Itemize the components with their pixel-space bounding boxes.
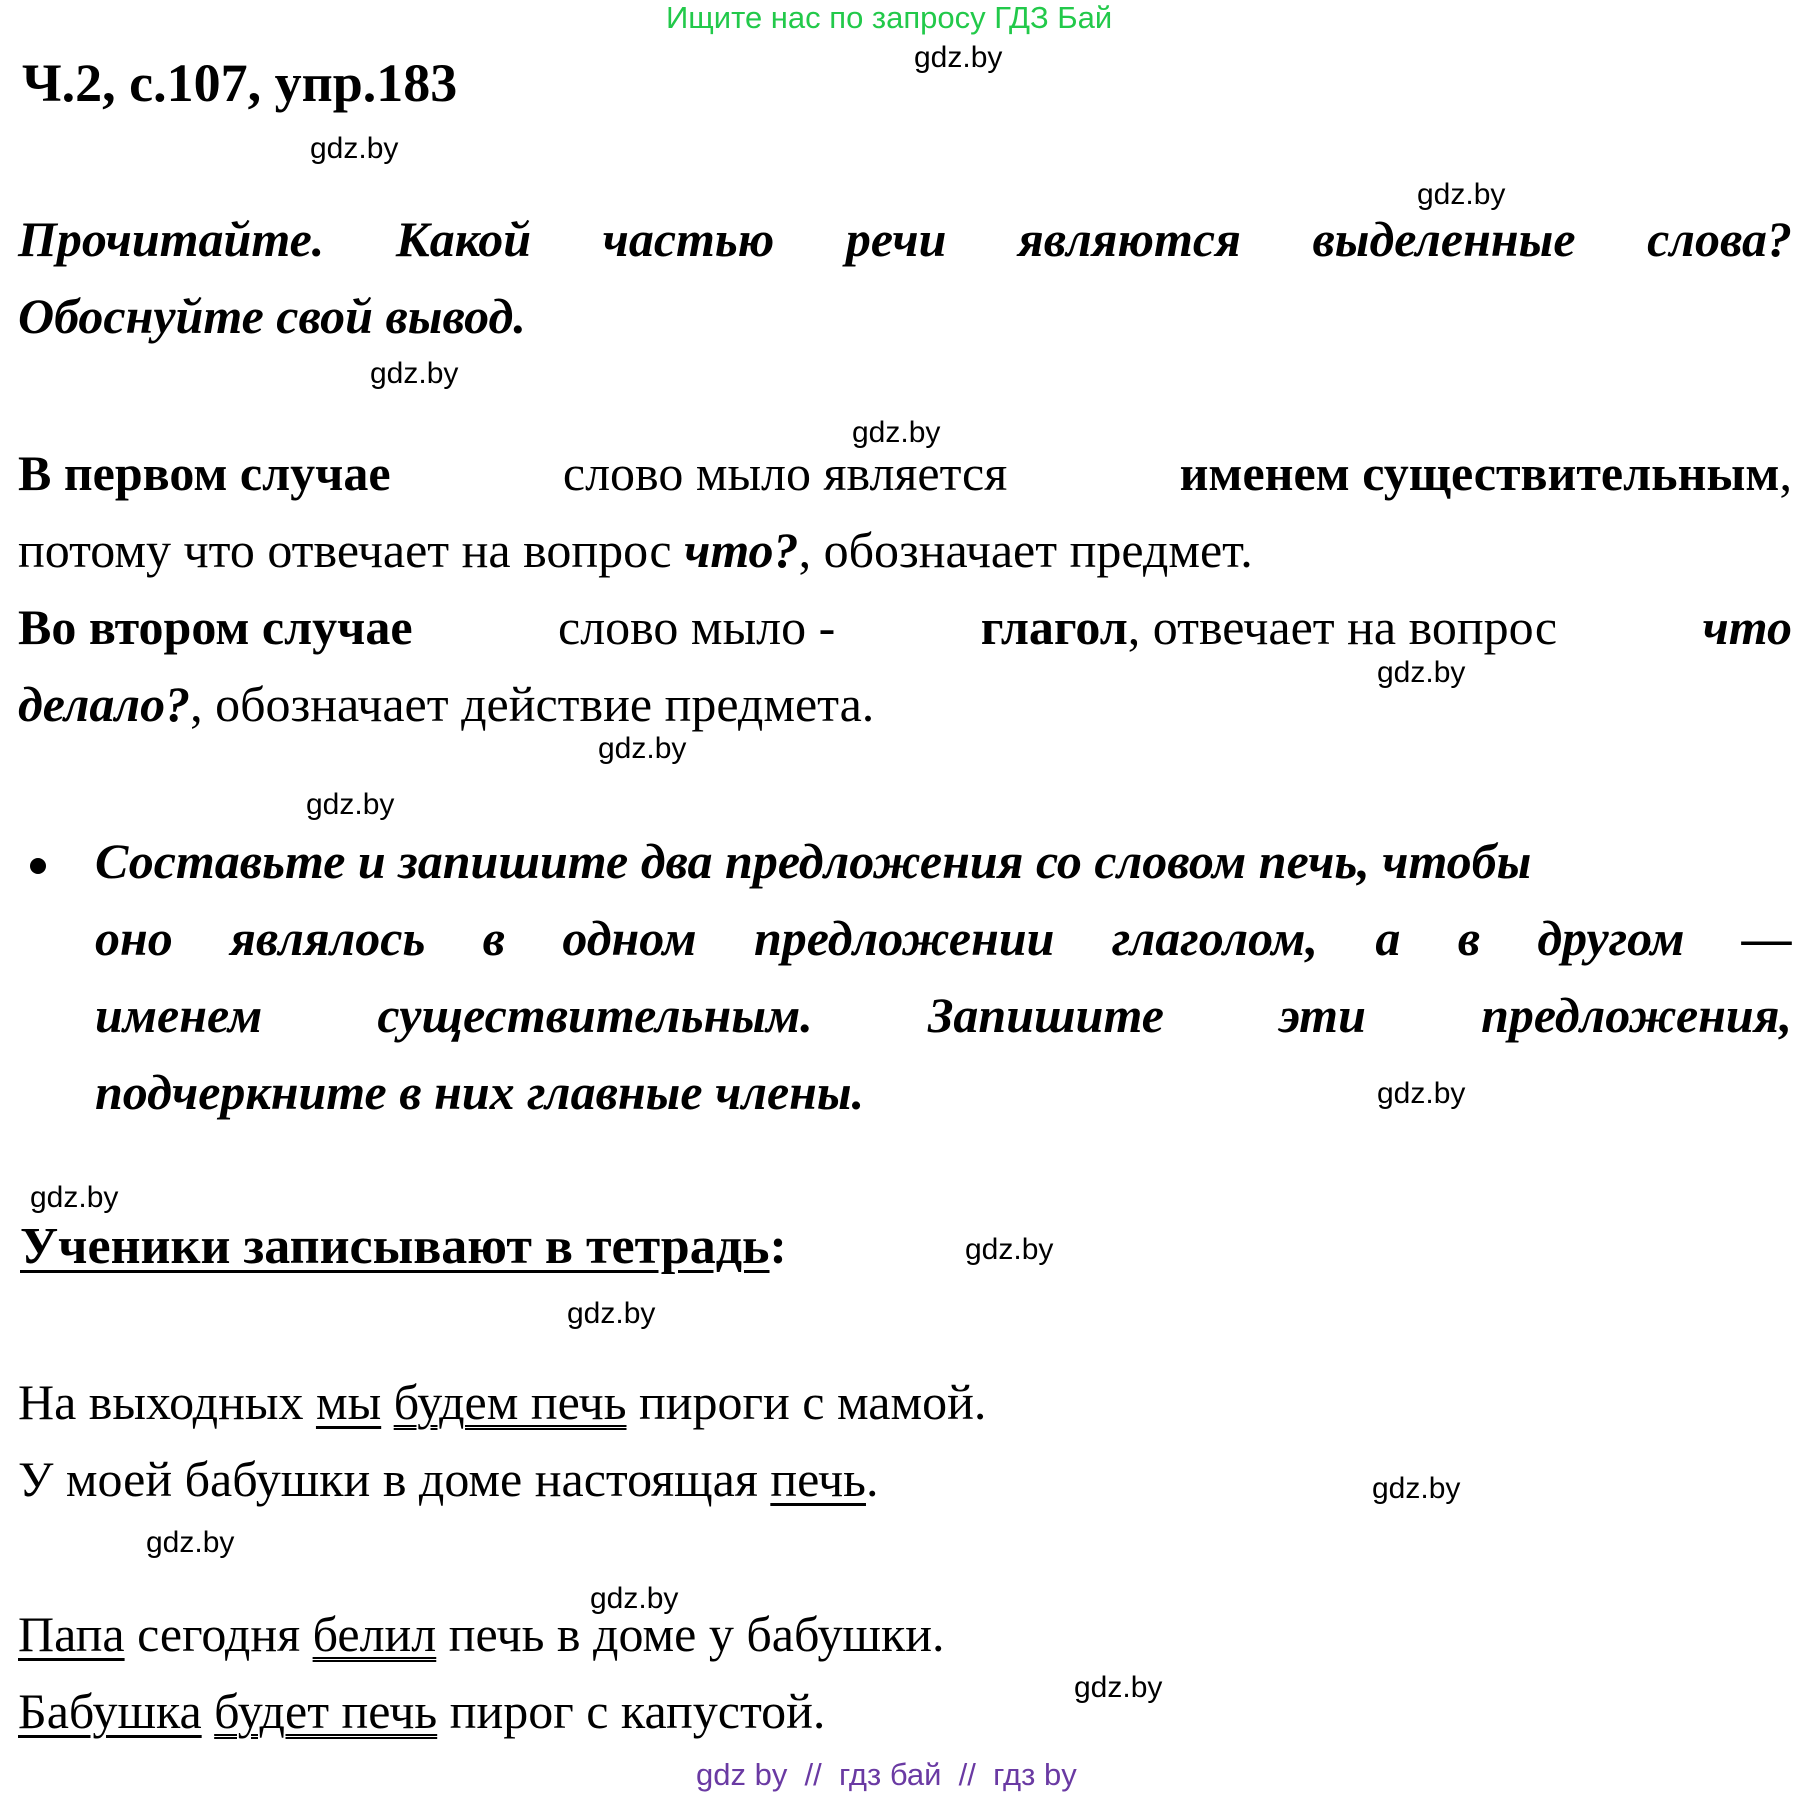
watermark: gdz.by xyxy=(1377,1077,1466,1110)
answer-text: слово мыло является xyxy=(562,445,1008,501)
answer-text: слово мыло - xyxy=(558,599,836,655)
answer-text-group xyxy=(1180,444,1792,502)
task-word: существительным. xyxy=(377,987,813,1043)
task-word: предложении xyxy=(753,910,1055,966)
subject-underlined: Бабушка xyxy=(18,1683,202,1739)
sentence-text: У моей бабушки в доме настоящая xyxy=(18,1451,771,1507)
task-2-line-3 xyxy=(95,986,1792,1044)
watermark: gdz.by xyxy=(310,132,399,165)
watermark: gdz.by xyxy=(30,1181,119,1214)
task-word: другом xyxy=(1537,910,1685,966)
answer-question: делало? xyxy=(18,676,191,732)
watermark: gdz.by xyxy=(306,788,395,821)
watermark: gdz.by xyxy=(370,357,459,390)
watermark: gdz.by xyxy=(914,41,1003,74)
task-word: являются xyxy=(1018,211,1241,267)
sentence-text: сегодня xyxy=(124,1606,313,1662)
task-word: слова? xyxy=(1647,211,1792,267)
task-word: выделенные xyxy=(1312,211,1576,267)
answer-line-1 xyxy=(18,444,1792,502)
task-word: в xyxy=(482,910,506,966)
task-word: в xyxy=(1457,910,1481,966)
answer-question: что? xyxy=(684,522,799,578)
notebook-heading-colon: : xyxy=(769,1218,787,1275)
task-word: Запишите xyxy=(927,987,1164,1043)
task-word: глаголом, xyxy=(1111,910,1318,966)
watermark: gdz.by xyxy=(965,1233,1054,1266)
answer-emphasis: глагол xyxy=(980,599,1128,655)
sentence-text xyxy=(202,1683,215,1739)
sentence-3 xyxy=(18,1605,945,1663)
answer-text: , отвечает на вопрос xyxy=(1127,599,1558,655)
task-2-line-4: подчеркните в них главные члены. xyxy=(95,1064,865,1120)
task-word: оно xyxy=(95,910,173,966)
task-word: Какой xyxy=(395,211,532,267)
task-word: Прочитайте. xyxy=(18,211,325,267)
notebook-heading xyxy=(20,1217,787,1276)
notebook-heading-text: Ученики записывают в тетрадь xyxy=(20,1218,770,1275)
task-word: предложения, xyxy=(1481,987,1792,1043)
sentence-text xyxy=(381,1374,394,1430)
watermark: gdz.by xyxy=(590,1582,679,1615)
watermark: gdz.by xyxy=(1377,656,1466,689)
task-word: частью xyxy=(602,211,775,267)
sentence-text: печь в доме у бабушки. xyxy=(436,1606,945,1662)
predicate-underlined: будем печь xyxy=(393,1374,627,1430)
task-1-line-2: Обоснуйте свой вывод. xyxy=(18,288,526,344)
task-word: являлось xyxy=(230,910,426,966)
footer-links: gdz by // гдз бай // гдз by xyxy=(696,1757,1077,1792)
predicate-underlined: белил xyxy=(312,1606,437,1662)
answer-text-group xyxy=(981,598,1557,656)
watermark: gdz.by xyxy=(1417,178,1506,211)
watermark: gdz.by xyxy=(567,1297,656,1330)
task-word: одном xyxy=(562,910,697,966)
watermark: gdz.by xyxy=(146,1526,235,1559)
watermark: gdz.by xyxy=(1372,1472,1461,1505)
answer-emphasis: именем существительным xyxy=(1179,445,1780,501)
sentence-1 xyxy=(18,1373,986,1431)
answer-emphasis: В первом случае xyxy=(18,445,391,501)
answer-emphasis: Во втором случае xyxy=(18,599,413,655)
task-1-line-1 xyxy=(18,210,1792,268)
predicate-underlined: будет печь xyxy=(214,1683,438,1739)
watermark: gdz.by xyxy=(1074,1671,1163,1704)
answer-line-2 xyxy=(18,521,1253,579)
answer-text: , обозначает предмет. xyxy=(798,522,1253,578)
sentence-text: пироги с мамой. xyxy=(626,1374,987,1430)
answer-text: , xyxy=(1779,445,1792,501)
sentence-text: . xyxy=(865,1451,879,1507)
task-word: — xyxy=(1741,910,1792,966)
sentence-4 xyxy=(18,1682,825,1740)
page-title: Ч.2, с.107, упр.183 xyxy=(22,53,458,113)
subject-underlined: Папа xyxy=(18,1606,125,1662)
watermark: gdz.by xyxy=(598,732,687,765)
sentence-2 xyxy=(18,1450,878,1508)
task-2-line-1: Составьте и запишите два предложения со словом печь, чтобы xyxy=(95,833,1532,889)
task-word: именем xyxy=(95,987,263,1043)
bullet-icon xyxy=(30,858,46,874)
top-banner: Ищите нас по запросу ГДЗ Бай xyxy=(666,0,1113,35)
task-word: а xyxy=(1375,910,1401,966)
subject-underlined: печь xyxy=(770,1451,866,1507)
task-2-line-2 xyxy=(95,909,1792,967)
answer-text: , обозначает действие предмета. xyxy=(190,676,875,732)
watermark: gdz.by xyxy=(852,416,941,449)
answer-line-3 xyxy=(18,598,1792,656)
sentence-text: На выходных xyxy=(18,1374,316,1430)
answer-text: потому что отвечает на вопрос xyxy=(18,522,685,578)
task-word: речи xyxy=(845,211,947,267)
sentence-text: пирог с капустой. xyxy=(437,1683,826,1739)
subject-underlined: мы xyxy=(315,1374,382,1430)
task-word: эти xyxy=(1279,987,1366,1043)
answer-line-4 xyxy=(18,675,874,733)
answer-question: что xyxy=(1702,599,1792,655)
